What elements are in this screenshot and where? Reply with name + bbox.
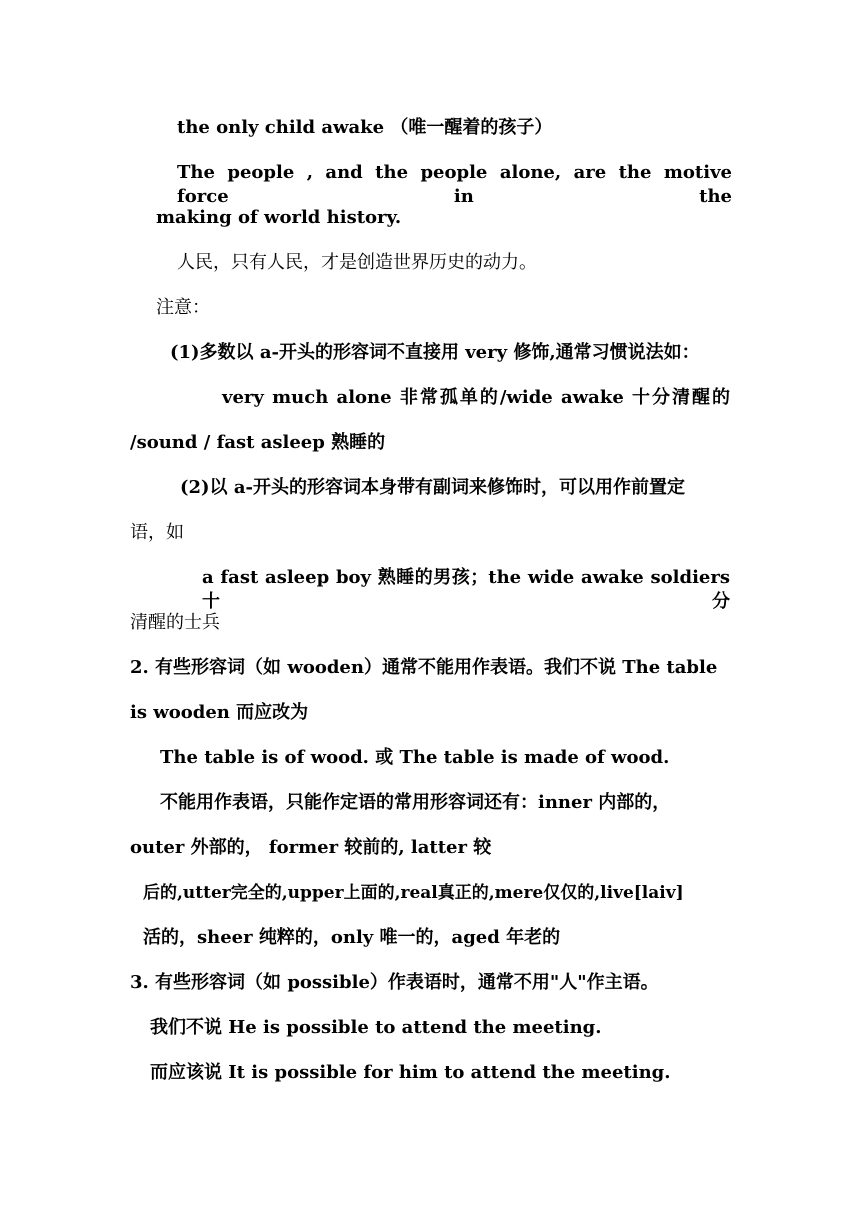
note-item-2-line2: 语，如: [130, 522, 184, 543]
attributive-only-adjectives-line1: 不能用作表语，只能作定语的常用形容词还有：inner 内部的，: [160, 792, 671, 813]
note-item-2-example-line2: 清醒的士兵: [130, 612, 220, 633]
note-item-1-examples-line1: very much alone 非常孤单的/wide awake 十分清醒的: [222, 387, 730, 408]
example-translation-people: 人民，只有人民，才是创造世界历史的动力。: [177, 252, 537, 273]
example-sentence-people-line1: The people , and the people alone, are the motive force in the: [177, 162, 732, 207]
example-sentence-people-line2: making of world history.: [156, 207, 402, 228]
rule-2-line1: 2. 有些形容词（如 wooden）通常不能用作表语。我们不说 The table: [130, 657, 718, 678]
attributive-only-adjectives-line2: outer 外部的， former 较前的, latter 较: [130, 837, 492, 858]
rule-3-wrong-example: 我们不说 He is possible to attend the meeting.: [150, 1017, 602, 1038]
note-item-2-line1: (2)以 a-开头的形容词本身带有副词来修饰时，可以用作前置定: [180, 477, 685, 498]
note-heading: 注意：: [156, 297, 210, 318]
example-phrase-only-child: the only child awake （唯一醒着的孩子）: [177, 117, 553, 138]
note-item-1: (1)多数以 a-开头的形容词不直接用 very 修饰,通常习惯说法如：: [170, 342, 700, 363]
attributive-only-adjectives-line4: 活的，sheer 纯粹的，only 唯一的，aged 年老的: [143, 927, 561, 948]
rule-2-example: The table is of wood. 或 The table is made of wood.: [160, 747, 670, 768]
rule-2-line2: is wooden 而应改为: [130, 702, 309, 723]
attributive-only-adjectives-line3: 后的,utter完全的,upper上面的,real真正的,mere仅仅的,live[laiv]: [143, 883, 684, 903]
note-item-1-examples-line2: /sound / fast asleep 熟睡的: [130, 432, 386, 453]
rule-3-line1: 3. 有些形容词（如 possible）作表语时，通常不用"人"作主语。: [130, 972, 659, 993]
note-item-2-example-line1: a fast asleep boy 熟睡的男孩；the wide awake soldiers 十分: [202, 567, 730, 612]
rule-3-correct-example: 而应该说 It is possible for him to attend the meeting.: [150, 1062, 671, 1083]
